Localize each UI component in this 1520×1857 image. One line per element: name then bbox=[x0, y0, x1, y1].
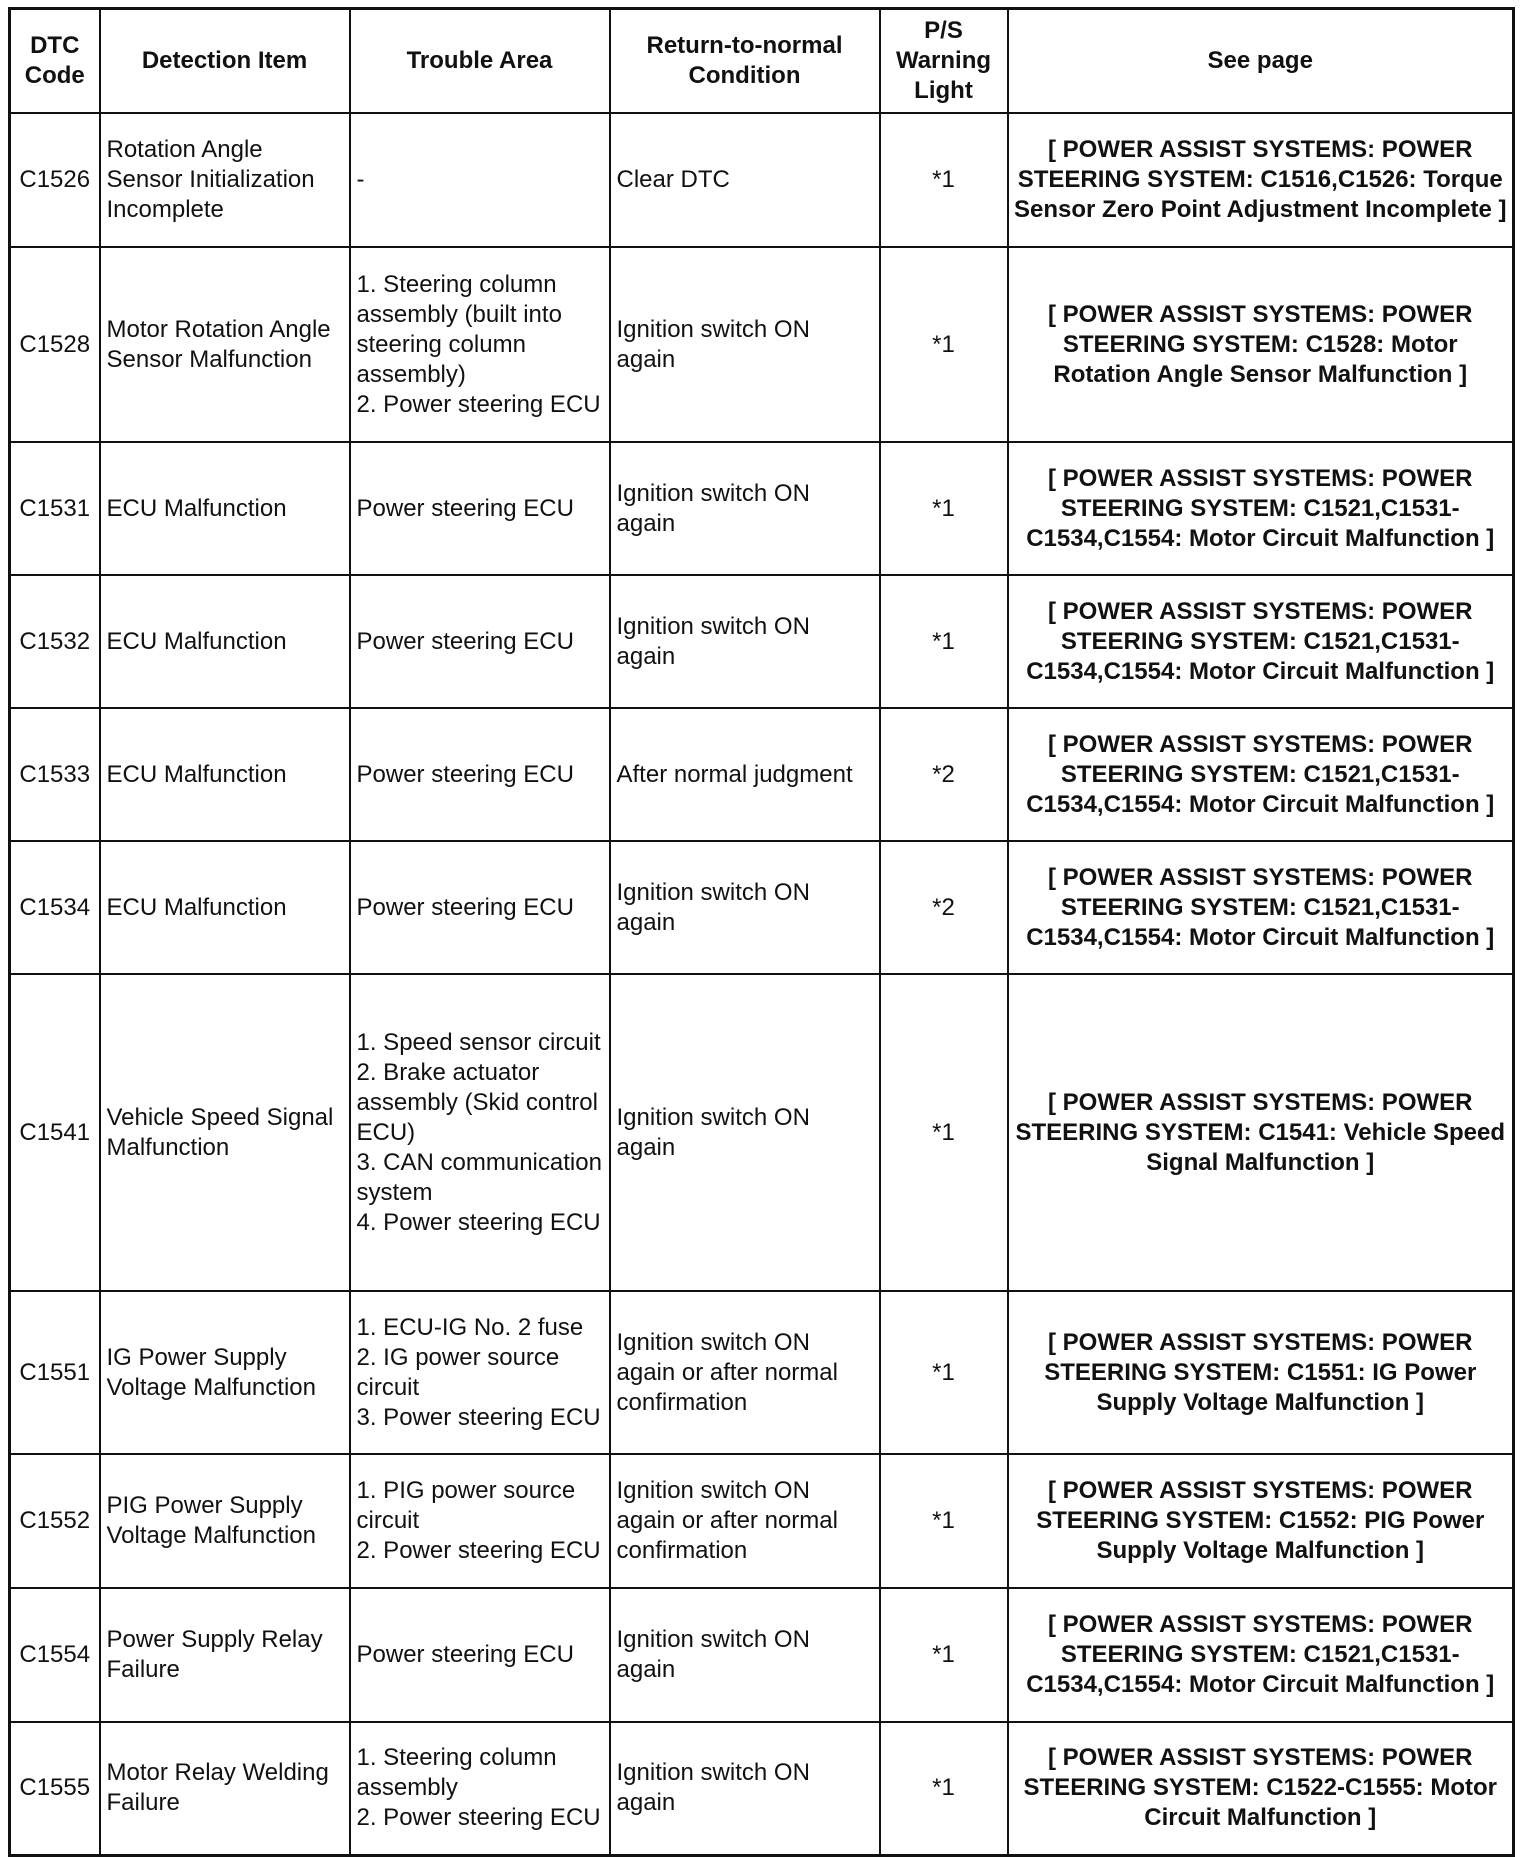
see-page-cell: [ POWER ASSIST SYSTEMS: POWER STEERING SYSTEM: C1522-C1555: Motor Circuit Malfunction ] bbox=[1008, 1722, 1514, 1855]
detection-item-cell: Vehicle Speed Signal Malfunction bbox=[100, 974, 350, 1291]
dtc-code-cell: C1534 bbox=[10, 841, 100, 974]
header-dtc-code: DTC Code bbox=[10, 9, 100, 114]
header-return-condition: Return-to-normal Condition bbox=[610, 9, 880, 114]
table-row bbox=[10, 1588, 1514, 1722]
detection-item-cell: Rotation Angle Sensor Initialization Incomplete bbox=[100, 113, 350, 247]
table-row bbox=[10, 1454, 1514, 1588]
see-page-cell: [ POWER ASSIST SYSTEMS: POWER STEERING SYSTEM: C1521,C1531-C1534,C1554: Motor Circuit Malfunction ] bbox=[1008, 841, 1514, 974]
header-warning-light: P/S Warning Light bbox=[880, 9, 1008, 114]
return-condition-cell: Ignition switch ON again bbox=[610, 575, 880, 708]
warning-light-cell: *1 bbox=[880, 575, 1008, 708]
trouble-area-line: 3. Power steering ECU bbox=[356, 1403, 601, 1431]
trouble-area-line: 1. PIG power source circuit bbox=[356, 1477, 576, 1534]
detection-item-cell: IG Power Supply Voltage Malfunction bbox=[100, 1291, 350, 1454]
return-condition-cell: Ignition switch ON again or after normal confirmation bbox=[610, 1454, 880, 1588]
table-row bbox=[10, 575, 1514, 708]
see-page-cell: [ POWER ASSIST SYSTEMS: POWER STEERING SYSTEM: C1521,C1531-C1534,C1554: Motor Circuit Malfunction ] bbox=[1008, 1588, 1514, 1722]
return-condition-cell: Clear DTC bbox=[610, 113, 880, 247]
return-condition-cell: Ignition switch ON again or after normal confirmation bbox=[610, 1291, 880, 1454]
warning-light-cell: *1 bbox=[880, 1454, 1008, 1588]
see-page-cell: [ POWER ASSIST SYSTEMS: POWER STEERING SYSTEM: C1552: PIG Power Supply Voltage Malfunction ] bbox=[1008, 1454, 1514, 1588]
warning-light-cell: *1 bbox=[880, 247, 1008, 442]
trouble-area-line: 2. Power steering ECU bbox=[356, 390, 601, 418]
table-row bbox=[10, 841, 1514, 974]
detection-item-cell: Motor Rotation Angle Sensor Malfunction bbox=[100, 247, 350, 442]
header-row bbox=[10, 9, 1514, 114]
detection-item-cell: Motor Relay Welding Failure bbox=[100, 1722, 350, 1855]
trouble-area-cell bbox=[350, 1291, 610, 1454]
trouble-area-cell bbox=[350, 841, 610, 974]
return-condition-cell: After normal judgment bbox=[610, 708, 880, 841]
header-trouble-area: Trouble Area bbox=[350, 9, 610, 114]
warning-light-cell: *1 bbox=[880, 1291, 1008, 1454]
detection-item-cell: ECU Malfunction bbox=[100, 442, 350, 575]
header-detection-item: Detection Item bbox=[100, 9, 350, 114]
see-page-cell: [ POWER ASSIST SYSTEMS: POWER STEERING SYSTEM: C1521,C1531-C1534,C1554: Motor Circuit Malfunction ] bbox=[1008, 575, 1514, 708]
dtc-table bbox=[8, 7, 1515, 1857]
see-page-cell: [ POWER ASSIST SYSTEMS: POWER STEERING SYSTEM: C1528: Motor Rotation Angle Sensor Malfunction ] bbox=[1008, 247, 1514, 442]
header-see-page: See page bbox=[1008, 9, 1514, 114]
warning-light-cell: *1 bbox=[880, 1722, 1008, 1855]
trouble-area-line: Power steering ECU bbox=[356, 893, 574, 921]
dtc-code-cell: C1526 bbox=[10, 113, 100, 247]
return-condition-cell: Ignition switch ON again bbox=[610, 247, 880, 442]
trouble-area-line: 2. Brake actuator assembly (Skid control ECU) bbox=[356, 1058, 598, 1146]
table-body bbox=[10, 113, 1514, 1855]
detection-item-cell: Power Supply Relay Failure bbox=[100, 1588, 350, 1722]
trouble-area-cell bbox=[350, 113, 610, 247]
table-row bbox=[10, 1722, 1514, 1855]
return-condition-cell: Ignition switch ON again bbox=[610, 1588, 880, 1722]
trouble-area-cell bbox=[350, 708, 610, 841]
see-page-cell: [ POWER ASSIST SYSTEMS: POWER STEERING SYSTEM: C1521,C1531-C1534,C1554: Motor Circuit Malfunction ] bbox=[1008, 708, 1514, 841]
trouble-area-line: Power steering ECU bbox=[356, 1641, 574, 1668]
trouble-area-line: Power steering ECU bbox=[356, 494, 574, 522]
table-row bbox=[10, 442, 1514, 575]
trouble-area-line: Power steering ECU bbox=[356, 760, 574, 788]
warning-light-cell: *1 bbox=[880, 113, 1008, 247]
return-condition-cell: Ignition switch ON again bbox=[610, 841, 880, 974]
dtc-code-cell: C1551 bbox=[10, 1291, 100, 1454]
dtc-code-cell: C1531 bbox=[10, 442, 100, 575]
trouble-area-cell bbox=[350, 1722, 610, 1855]
return-condition-cell: Ignition switch ON again bbox=[610, 1722, 880, 1855]
see-page-cell: [ POWER ASSIST SYSTEMS: POWER STEERING SYSTEM: C1541: Vehicle Speed Signal Malfunction ] bbox=[1008, 974, 1514, 1291]
trouble-area-line: 4. Power steering ECU bbox=[356, 1208, 601, 1236]
dtc-code-cell: C1528 bbox=[10, 247, 100, 442]
trouble-area-line: - bbox=[356, 166, 365, 193]
table-row bbox=[10, 708, 1514, 841]
warning-light-cell: *2 bbox=[880, 841, 1008, 974]
trouble-area-cell bbox=[350, 575, 610, 708]
detection-item-cell: ECU Malfunction bbox=[100, 841, 350, 974]
see-page-cell: [ POWER ASSIST SYSTEMS: POWER STEERING SYSTEM: C1516,C1526: Torque Sensor Zero Point Adjustment Incomplete ] bbox=[1008, 113, 1514, 247]
dtc-code-cell: C1533 bbox=[10, 708, 100, 841]
dtc-code-cell: C1552 bbox=[10, 1454, 100, 1588]
trouble-area-cell bbox=[350, 1454, 610, 1588]
trouble-area-cell bbox=[350, 974, 610, 1291]
table-row bbox=[10, 1291, 1514, 1454]
table-row bbox=[10, 247, 1514, 442]
table-row bbox=[10, 974, 1514, 1291]
return-condition-cell: Ignition switch ON again bbox=[610, 442, 880, 575]
trouble-area-line: 1. Speed sensor circuit bbox=[356, 1028, 601, 1056]
warning-light-cell: *1 bbox=[880, 442, 1008, 575]
trouble-area-cell bbox=[350, 1588, 610, 1722]
detection-item-cell: ECU Malfunction bbox=[100, 708, 350, 841]
see-page-cell: [ POWER ASSIST SYSTEMS: POWER STEERING SYSTEM: C1551: IG Power Supply Voltage Malfunction ] bbox=[1008, 1291, 1514, 1454]
warning-light-cell: *2 bbox=[880, 708, 1008, 841]
trouble-area-line: 1. Steering column assembly bbox=[356, 1744, 557, 1802]
trouble-area-line: 1. ECU-IG No. 2 fuse bbox=[356, 1313, 584, 1341]
return-condition-cell: Ignition switch ON again bbox=[610, 974, 880, 1291]
trouble-area-cell bbox=[350, 442, 610, 575]
detection-item-cell: ECU Malfunction bbox=[100, 575, 350, 708]
dtc-code-cell: C1555 bbox=[10, 1722, 100, 1855]
detection-item-cell: PIG Power Supply Voltage Malfunction bbox=[100, 1454, 350, 1588]
warning-light-cell: *1 bbox=[880, 974, 1008, 1291]
table-row bbox=[10, 113, 1514, 247]
trouble-area-line: 2. Power steering ECU bbox=[356, 1537, 601, 1564]
warning-light-cell: *1 bbox=[880, 1588, 1008, 1722]
trouble-area-line: 3. CAN communication system bbox=[356, 1148, 602, 1206]
trouble-area-line: 2. Power steering ECU bbox=[356, 1804, 601, 1832]
dtc-code-cell: C1532 bbox=[10, 575, 100, 708]
trouble-area-line: 2. IG power source circuit bbox=[356, 1343, 560, 1401]
trouble-area-line: 1. Steering column assembly (built into steering column assembly) bbox=[356, 270, 562, 388]
dtc-code-cell: C1554 bbox=[10, 1588, 100, 1722]
see-page-cell: [ POWER ASSIST SYSTEMS: POWER STEERING SYSTEM: C1521,C1531-C1534,C1554: Motor Circuit Malfunction ] bbox=[1008, 442, 1514, 575]
dtc-code-cell: C1541 bbox=[10, 974, 100, 1291]
trouble-area-cell bbox=[350, 247, 610, 442]
trouble-area-line: Power steering ECU bbox=[356, 627, 574, 655]
